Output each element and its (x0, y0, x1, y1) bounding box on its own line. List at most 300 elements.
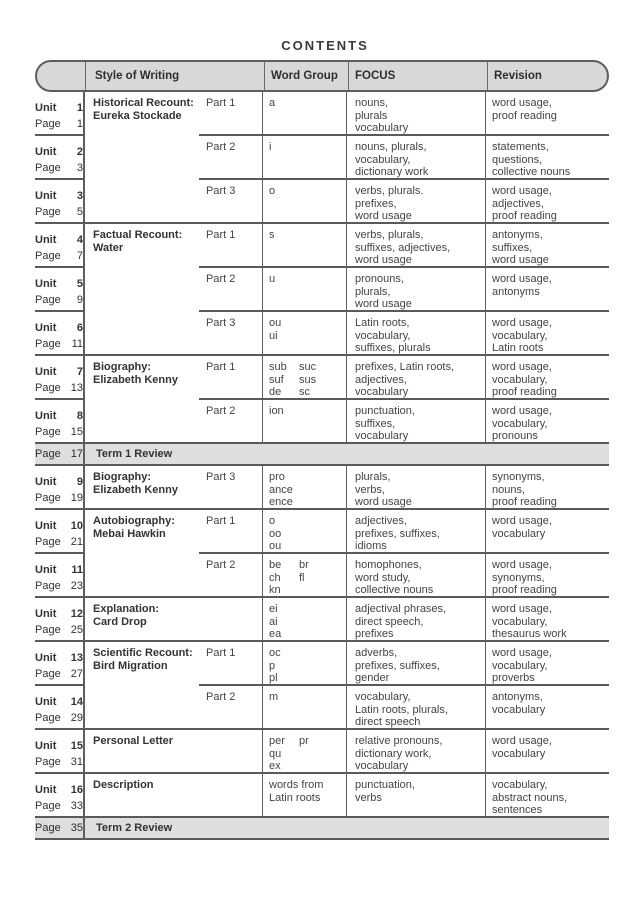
unit-line (35, 650, 83, 666)
column-divider (262, 466, 263, 508)
page-number: 17 (70, 448, 83, 460)
column-divider (346, 774, 347, 816)
word-group-item: m (269, 691, 279, 703)
column-divider (346, 466, 347, 508)
table-row (35, 598, 609, 642)
focus (355, 735, 485, 773)
column-divider (262, 774, 263, 816)
focus-item: suffixes, plurals (355, 342, 431, 354)
column-divider (83, 554, 85, 596)
column-divider (346, 268, 347, 310)
page-label: Page (35, 162, 61, 174)
word-group-line (269, 603, 281, 616)
merged-cell-mask (85, 552, 199, 554)
column-divider (485, 136, 486, 178)
column-divider (262, 730, 263, 772)
word-group-line (269, 515, 281, 528)
word-group-line (269, 760, 329, 773)
focus-item: prefixes, (355, 197, 397, 210)
column-divider (485, 180, 486, 222)
focus-item: punctuation, (355, 405, 415, 417)
unit-label: Unit (35, 190, 57, 202)
word-group (269, 647, 281, 685)
unit-number: 15 (70, 740, 83, 752)
revision-item: antonyms (492, 285, 540, 298)
revision-item: proof reading (492, 496, 557, 508)
unit-page-ref (35, 232, 83, 264)
focus-item: vocabulary (355, 430, 409, 442)
word-group-item: p (269, 659, 276, 672)
focus-item: word study, (355, 571, 411, 584)
revision-item: suffixes, (492, 241, 533, 254)
revision (492, 141, 607, 179)
focus-item: verbs, (355, 483, 385, 496)
column-divider (83, 774, 85, 816)
table-row (35, 268, 609, 312)
page-number: 7 (76, 250, 83, 262)
focus-item: plurals (355, 109, 388, 122)
unit-label: Unit (35, 696, 57, 708)
unit-number: 4 (76, 234, 83, 246)
table-row (35, 774, 609, 818)
focus-item: plurals, (355, 285, 391, 298)
word-group-item: pr (299, 735, 309, 747)
column-divider (83, 180, 85, 222)
focus (355, 273, 485, 311)
revision-item: pronouns (492, 430, 538, 442)
page-label: Page (35, 492, 61, 504)
review-page-ref (35, 448, 83, 460)
page-line (35, 248, 83, 264)
page-label: Page (35, 822, 61, 834)
word-group-line (269, 647, 281, 660)
unit-line (35, 518, 83, 534)
column-divider (346, 510, 347, 552)
part-label: Part 1 (206, 229, 236, 241)
page-label: Page (35, 712, 61, 724)
focus-item: homophones, (355, 559, 422, 571)
focus (355, 559, 485, 597)
revision (492, 273, 607, 298)
unit-number: 1 (76, 102, 83, 114)
style-of-writing: Description (93, 779, 154, 791)
page-label: Page (35, 382, 61, 394)
unit-label: Unit (35, 740, 57, 752)
focus-item: plurals, (355, 471, 391, 483)
unit-label: Unit (35, 564, 57, 576)
word-group-line (269, 660, 281, 673)
part-label: Part 3 (206, 317, 236, 329)
revision (492, 97, 607, 122)
page-number: 5 (76, 206, 83, 218)
word-group-item: o (269, 185, 276, 197)
revision-item: statements, (492, 141, 549, 153)
unit-line (35, 232, 83, 248)
word-group-item: u (269, 273, 276, 285)
word-group-item: fl (299, 571, 305, 584)
revision (492, 603, 607, 641)
table-row (35, 730, 609, 774)
revision (492, 691, 607, 716)
column-divider (346, 92, 347, 134)
column-divider (262, 268, 263, 310)
revision (492, 317, 607, 355)
word-group-item: ence (269, 496, 293, 508)
word-group-line (269, 616, 281, 629)
focus-item: verbs, plurals, (355, 229, 424, 241)
word-group-line (269, 374, 329, 387)
word-group-item: i (269, 141, 272, 153)
word-group-line (269, 141, 271, 154)
unit-number: 7 (76, 366, 83, 378)
column-divider (346, 554, 347, 596)
focus-item: suffixes, (355, 417, 396, 430)
unit-page-ref (35, 364, 83, 396)
revision-item: word usage, (492, 735, 552, 747)
word-group-item: ei (269, 603, 278, 615)
focus-item: gender (355, 672, 390, 684)
word-group-line (269, 317, 281, 330)
word-group-item: ou (269, 540, 282, 552)
word-group-line (269, 792, 323, 805)
column-divider (485, 400, 486, 442)
focus-item: adjectival phrases, (355, 603, 447, 615)
word-group-item: ch (269, 571, 281, 584)
focus-item: word usage (355, 254, 412, 266)
merged-cell-mask (85, 684, 199, 686)
style-of-writing: Scientific Recount: Bird Migration (93, 647, 193, 672)
header-revision: Revision (494, 70, 542, 82)
revision (492, 647, 607, 685)
focus (355, 361, 485, 399)
word-group-line (269, 405, 284, 418)
word-group-item: ui (269, 329, 278, 342)
unit-line (35, 474, 83, 490)
column-divider (262, 136, 263, 178)
unit-number: 2 (76, 146, 83, 158)
review-label: Term 2 Review (96, 822, 173, 834)
focus (355, 185, 485, 223)
unit-line (35, 276, 83, 292)
review-page-ref (35, 822, 83, 834)
revision (492, 735, 607, 760)
focus-item: vocabulary, (355, 691, 411, 703)
page-line (35, 116, 83, 132)
focus-item: Latin roots, plurals, (355, 703, 448, 716)
word-group (269, 735, 329, 773)
unit-number: 10 (70, 520, 83, 532)
word-group-line (269, 496, 293, 509)
column-divider (485, 356, 486, 398)
revision-item: abstract nouns, (492, 791, 568, 804)
unit-label: Unit (35, 652, 57, 664)
part-label: Part 2 (206, 273, 236, 285)
column-divider (83, 818, 85, 838)
unit-page-ref (35, 144, 83, 176)
column-divider (262, 180, 263, 222)
word-group-item: ea (269, 628, 282, 640)
word-group-line (269, 572, 329, 585)
word-group-item: suf (269, 373, 284, 386)
header-style-of-writing: Style of Writing (95, 70, 180, 82)
part-label: Part 1 (206, 361, 236, 373)
page-line (35, 798, 83, 814)
word-group-item: oo (269, 527, 282, 540)
page-number: 25 (70, 624, 83, 636)
unit-label: Unit (35, 322, 57, 334)
word-group-line (269, 484, 293, 497)
revision-item: nouns, (492, 483, 526, 496)
revision (492, 185, 607, 223)
page-title: CONTENTS (281, 38, 369, 53)
style-of-writing: Explanation: Card Drop (93, 603, 160, 628)
word-group-item: de (269, 386, 282, 398)
page-label: Page (35, 294, 61, 306)
page-label: Page (35, 250, 61, 262)
page-label: Page (35, 800, 61, 812)
unit-label: Unit (35, 278, 57, 290)
word-group (269, 229, 275, 242)
word-group-item: sc (299, 386, 310, 398)
column-divider (485, 312, 486, 354)
page-line (35, 666, 83, 682)
column-divider (485, 224, 486, 266)
column-divider (262, 312, 263, 354)
revision-item: word usage, (492, 97, 552, 109)
word-group-line (269, 330, 281, 343)
column-divider (346, 224, 347, 266)
revision-item: synonyms, (492, 571, 545, 584)
revision (492, 515, 607, 540)
unit-number: 5 (76, 278, 83, 290)
focus (355, 515, 485, 553)
page-line (35, 292, 83, 308)
word-group-item: kn (269, 584, 281, 596)
revision-item: vocabulary, (492, 659, 548, 672)
unit-number: 9 (76, 476, 83, 488)
part-label: Part 1 (206, 647, 236, 659)
revision-item: proof reading (492, 109, 557, 122)
column-divider (485, 92, 486, 134)
table-row (35, 554, 609, 598)
unit-label: Unit (35, 234, 57, 246)
revision-item: proof reading (492, 584, 557, 596)
page-label: Page (35, 338, 61, 350)
unit-page-ref (35, 562, 83, 594)
column-divider (485, 554, 486, 596)
column-divider (485, 598, 486, 640)
focus-item: dictionary work, (355, 747, 432, 760)
table-row (35, 224, 609, 268)
word-group-item: o (269, 515, 276, 527)
focus (355, 471, 485, 509)
word-group-line (269, 386, 329, 399)
table-row (35, 686, 609, 730)
column-divider (83, 312, 85, 354)
word-group-line (269, 471, 293, 484)
part-label: Part 3 (206, 471, 236, 483)
table-row (35, 466, 609, 510)
revision-item: vocabulary (492, 527, 546, 540)
unit-page-ref (35, 606, 83, 638)
focus (355, 229, 485, 267)
word-group (269, 405, 284, 418)
word-group-item: sub (269, 361, 287, 373)
revision-item: proof reading (492, 210, 557, 222)
focus-item: vocabulary (355, 760, 409, 772)
unit-number: 16 (70, 784, 83, 796)
focus-item: word usage (355, 210, 412, 222)
revision-item: word usage, (492, 405, 552, 417)
column-divider (83, 224, 85, 266)
word-group-item: s (269, 229, 275, 241)
word-group (269, 779, 323, 804)
unit-label: Unit (35, 410, 57, 422)
revision-item: vocabulary, (492, 417, 548, 430)
word-group-item: oc (269, 647, 281, 659)
revision-item: word usage (492, 254, 549, 266)
word-group-line (269, 672, 281, 685)
page-number: 15 (70, 426, 83, 438)
focus-item: nouns, (355, 97, 389, 109)
column-divider (485, 730, 486, 772)
column-divider (485, 686, 486, 728)
unit-line (35, 364, 83, 380)
revision-item: vocabulary, (492, 779, 548, 791)
revision-item: word usage, (492, 317, 552, 329)
word-group-item: pl (269, 672, 278, 684)
revision-item: word usage, (492, 185, 552, 197)
part-label: Part 1 (206, 97, 236, 109)
page-line (35, 490, 83, 506)
merged-cell-mask (85, 134, 199, 136)
focus-item: prefixes, suffixes, (355, 527, 440, 540)
page-label: Page (35, 118, 61, 130)
focus-item: prefixes (355, 628, 394, 640)
page-label: Page (35, 668, 61, 680)
word-group (269, 515, 281, 553)
word-group-item: words from (269, 779, 324, 791)
focus-item: vocabulary (355, 386, 409, 398)
word-group-line (269, 691, 278, 704)
revision-item: sentences (492, 804, 543, 816)
unit-page-ref (35, 408, 83, 440)
revision-item: antonyms, (492, 691, 543, 703)
column-divider (262, 554, 263, 596)
revision (492, 559, 607, 597)
word-group-item: per (269, 735, 285, 747)
unit-page-ref (35, 276, 83, 308)
column-divider (83, 730, 85, 772)
unit-line (35, 408, 83, 424)
revision (492, 361, 607, 399)
column-divider (262, 92, 263, 134)
part-label: Part 2 (206, 559, 236, 571)
column-divider (83, 598, 85, 640)
focus-item: collective nouns (355, 584, 434, 596)
unit-label: Unit (35, 520, 57, 532)
focus-item: vocabulary (355, 122, 409, 134)
unit-line (35, 320, 83, 336)
focus-item: adjectives, (355, 515, 407, 527)
revision-item: vocabulary, (492, 615, 548, 628)
column-divider (262, 510, 263, 552)
column-divider (346, 686, 347, 728)
header-divider (85, 62, 86, 90)
column-divider (485, 268, 486, 310)
page-label: Page (35, 756, 61, 768)
table-row (35, 92, 609, 136)
word-group (269, 185, 275, 198)
word-group-item: Latin roots (269, 791, 321, 804)
revision-item: collective nouns (492, 166, 571, 178)
column-divider (346, 642, 347, 684)
page-line (35, 380, 83, 396)
word-group-line (269, 528, 281, 541)
column-divider (83, 92, 85, 134)
page-number: 27 (70, 668, 83, 680)
revision-item: word usage, (492, 603, 552, 615)
word-group-item: sus (299, 373, 317, 386)
focus (355, 97, 485, 135)
column-divider (346, 180, 347, 222)
table-row (35, 400, 609, 444)
column-divider (485, 774, 486, 816)
page-number: 9 (76, 294, 83, 306)
unit-number: 11 (71, 564, 83, 576)
part-label: Part 2 (206, 405, 236, 417)
word-group-item: qu (269, 747, 282, 760)
table-header (35, 60, 609, 92)
page-label: Page (35, 448, 61, 460)
unit-label: Unit (35, 146, 57, 158)
column-divider (485, 642, 486, 684)
part-label: Part 2 (206, 141, 236, 153)
page-number: 35 (70, 822, 83, 834)
word-group-item: ion (269, 405, 284, 417)
unit-page-ref (35, 694, 83, 726)
table-row (35, 642, 609, 686)
focus-item: vocabulary, (355, 153, 411, 166)
page-number: 13 (70, 382, 83, 394)
style-of-writing: Autobiography: Mebai Hawkin (93, 515, 175, 540)
focus-item: word usage (355, 496, 412, 508)
style-of-writing: Biography: Elizabeth Kenny (93, 471, 178, 496)
column-divider (262, 642, 263, 684)
header-word-group: Word Group (271, 70, 338, 82)
focus-item: verbs, plurals. (355, 185, 424, 197)
unit-page-ref (35, 320, 83, 352)
revision-item: adjectives, (492, 197, 544, 210)
header-focus: FOCUS (355, 70, 396, 82)
column-divider (346, 400, 347, 442)
column-divider (83, 444, 85, 464)
column-divider (346, 312, 347, 354)
word-group-line (269, 185, 275, 198)
unit-line (35, 782, 83, 798)
word-group (269, 273, 275, 286)
revision-item: synonyms, (492, 471, 545, 483)
merged-cell-mask (85, 398, 199, 400)
column-divider (346, 136, 347, 178)
merged-cell-mask (85, 266, 199, 268)
revision-item: word usage, (492, 647, 552, 659)
unit-line (35, 100, 83, 116)
focus-item: relative pronouns, (355, 735, 443, 747)
word-group-line (269, 229, 275, 242)
column-divider (83, 466, 85, 508)
column-divider (83, 510, 85, 552)
